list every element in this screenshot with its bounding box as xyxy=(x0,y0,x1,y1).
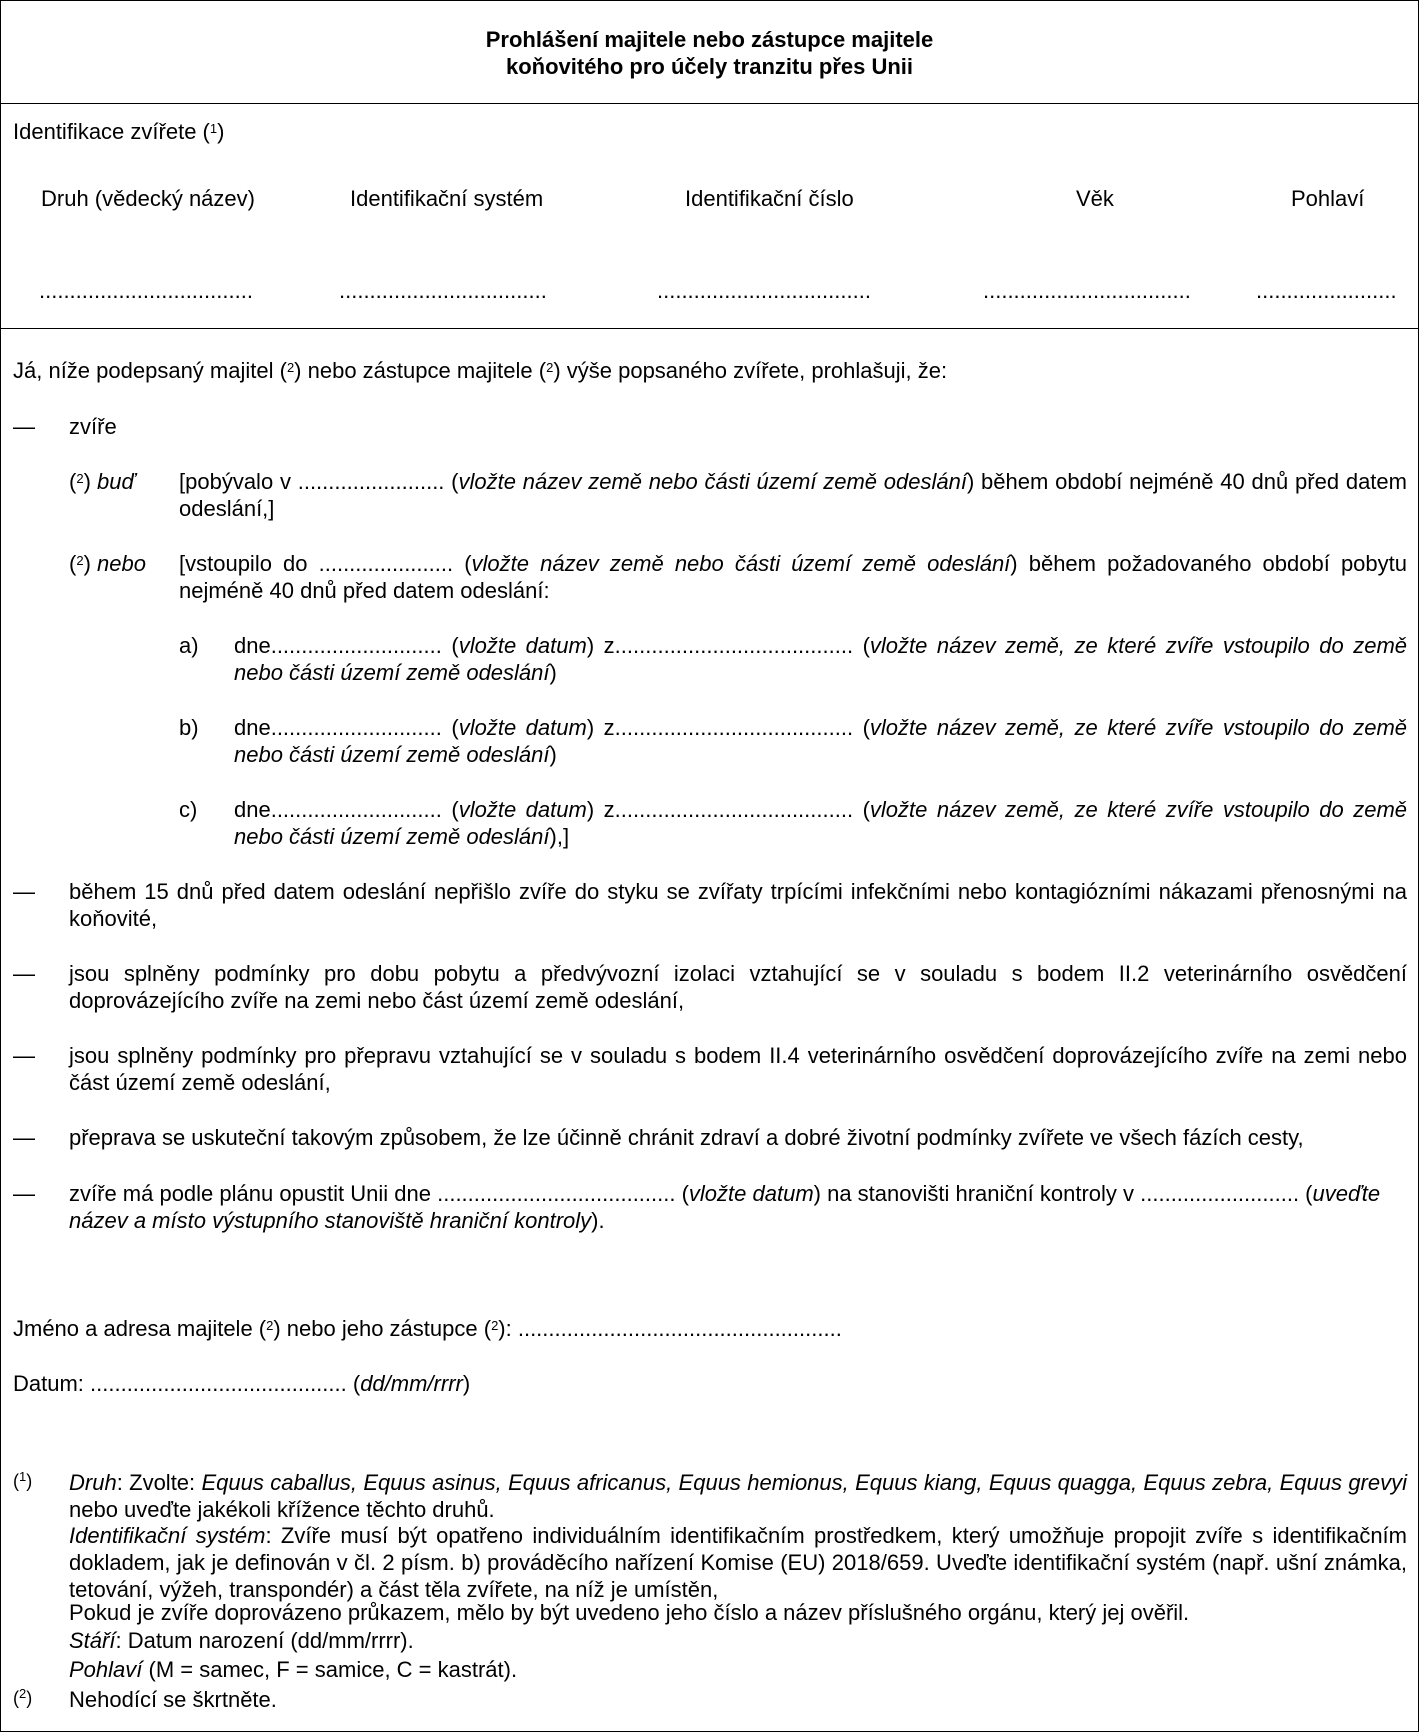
column-sex: Pohlaví xyxy=(1291,186,1365,211)
id-number-field[interactable]: ................................... xyxy=(657,278,871,303)
footnote-1-age: Stáří: Datum narození (dd/mm/rrrr). xyxy=(69,1628,414,1653)
sub-item-letter: a) xyxy=(179,633,199,658)
sex-field[interactable]: ....................... xyxy=(1256,278,1397,303)
identification-section xyxy=(1,104,1418,329)
footnote-1-passport: Pokud je zvíře doprovázeno průkazem, mělo by být uvedeno jeho číslo a název příslušného orgánu, který jej ověřil. xyxy=(69,1600,1190,1625)
footnote-1-species: Druh: Zvolte: Equus caballus, Equus asinus, Equus africanus, Equus hemionus, Equus kiang, Equus quagga, Equus zebra, Equus grevyi nebo uveďte jakékoli křížence těchto druhů. xyxy=(69,1470,1408,1522)
declaration-intro: Já, níže podepsaný majitel ($^2$) nebo zástupce majitele ($^2$) výše popsaného zvířete, prohlašuji, že: xyxy=(13,358,948,383)
dash: — xyxy=(13,1125,35,1150)
dash: — xyxy=(13,1043,35,1068)
column-id-system: Identifikační systém xyxy=(350,186,544,211)
dash: — xyxy=(13,961,35,986)
date-field[interactable]: Datum: .......................................... (dd/mm/rrrr) xyxy=(13,1371,471,1396)
nebo-label: ($^2$) nebo xyxy=(69,551,146,576)
footnote-1-mark: ($^1$) xyxy=(13,1469,33,1491)
title-line-2: koňovitého pro účely tranzitu přes Unii xyxy=(505,54,914,79)
identification-label: Identifikace zvířete ($^1$) xyxy=(13,119,225,144)
column-age: Věk xyxy=(1076,186,1114,211)
bud-label: ($^2$) buď xyxy=(69,469,136,494)
title-section xyxy=(1,1,1418,104)
dash: — xyxy=(13,879,35,904)
item-welfare: přeprava se uskuteční takovým způsobem, že lze účinně chránit zdraví a dobré životní podmínky zvířete ve všech fázích cesty, xyxy=(69,1125,1304,1150)
animal-label: zvíře xyxy=(69,414,117,439)
footnote-1-sex: Pohlaví (M = samec, F = samice, C = kastrát). xyxy=(69,1657,518,1682)
sub-item-b: dne............................ (vložte datum) z....................................... (vložte název země, ze které zvíře vstoupilo do země nebo části území země odeslání) xyxy=(234,715,1408,767)
nebo-text: [vstoupilo do ...................... (vložte název země nebo části území země odeslání) během požadovaného období pobytu nejméně 40 dnů před datem odeslání: xyxy=(179,551,1408,603)
form-title xyxy=(1,1,1418,80)
item-transport: jsou splněny podmínky pro přepravu vztahující se v souladu s bodem II.4 veterinárního osvědčení doprovázejícího zvíře na zemi nebo část území země odeslání, xyxy=(69,1043,1407,1095)
column-id-number: Identifikační číslo xyxy=(685,186,854,211)
age-field[interactable]: .................................. xyxy=(983,278,1191,303)
column-species: Druh (vědecký název) xyxy=(41,186,255,211)
id-system-field[interactable]: .................................. xyxy=(339,278,547,303)
item-residence: jsou splněny podmínky pro dobu pobytu a předvývozní izolaci vztahující se v souladu s bodem II.2 veterinárního osvědčení doprovázejícího zvíře na zemi nebo část území země odeslání, xyxy=(69,961,1407,1013)
footnote-2-mark: ($^2$) xyxy=(13,1686,33,1708)
bud-text: [pobývalo v ........................ (vložte název země nebo části území země odeslání) během období nejméně 40 dnů před datem odeslání,] xyxy=(179,469,1407,521)
owner-name-address[interactable]: Jméno a adresa majitele ($^2$) nebo jeho zástupce ($^2$): ..................................................... xyxy=(13,1316,842,1341)
item-exit: zvíře má podle plánu opustit Unii dne ....................................... (vložte datum) na stanovišti hraniční kontroly v .......................... (uveďte název a místo výstupního stanoviště hraniční kontroly). xyxy=(69,1181,1381,1233)
sub-item-letter: c) xyxy=(179,797,198,822)
dash: — xyxy=(13,1181,35,1206)
footnote-2-text: Nehodící se škrtněte. xyxy=(69,1687,277,1712)
sub-item-letter: b) xyxy=(179,715,199,740)
footnote-1-id-system: Identifikační systém: Zvíře musí být opatřeno individuálním identifikačním prostředkem, který umožňuje propojit zvíře s identifikačním dokladem, jak je definován v čl. 2 písm. b) prováděcího nařízení Komise (EU) 2018/659. Uveďte identifikační systém (např. ušní známka, tetování, výžeh, transpondér) a část těla zvířete, na níž je umístěn, xyxy=(69,1523,1407,1602)
sub-item-c: dne............................ (vložte datum) z....................................... (vložte název země, ze které zvíře vstoupilo do země nebo části území země odeslání),] xyxy=(234,797,1408,849)
species-field[interactable]: ................................... xyxy=(39,278,253,303)
item-contact: během 15 dnů před datem odeslání nepřišlo zvíře do styku se zvířaty trpícími infekčními nebo kontagiózními nákazami přenosnými na koňovité, xyxy=(69,879,1407,931)
sub-item-a: dne............................ (vložte datum) z....................................... (vložte název země, ze které zvíře vstoupilo do země nebo části území země odeslání) xyxy=(234,633,1408,685)
title-line-1: Prohlášení majitele nebo zástupce majitele xyxy=(485,27,934,52)
dash: — xyxy=(13,414,35,439)
